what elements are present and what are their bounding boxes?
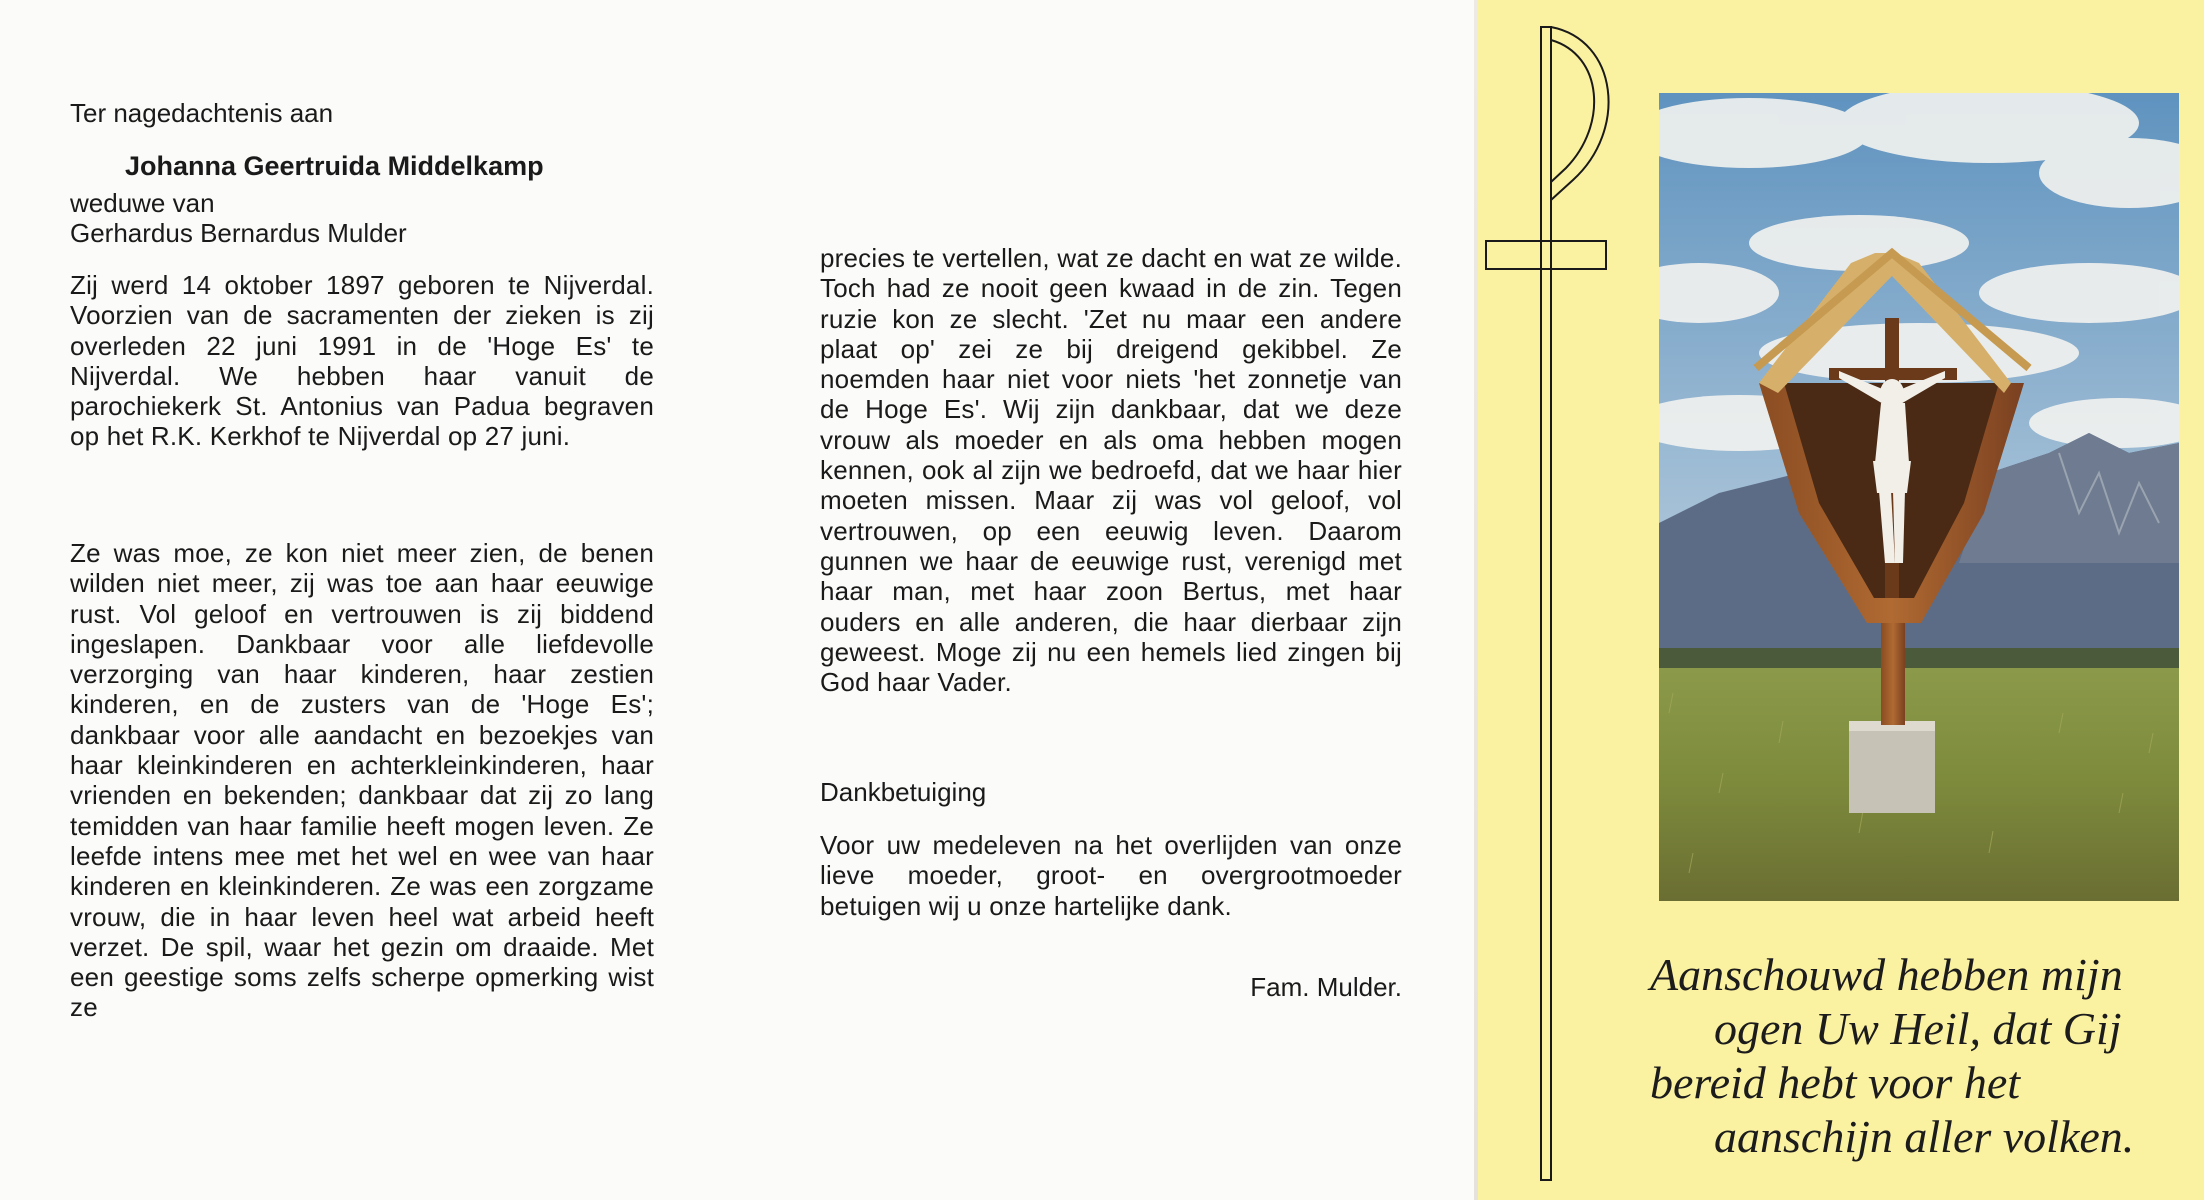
scripture-quote [1640, 948, 2200, 1164]
life-paragraph: Ze was moe, ze kon niet meer zien, de benen wilden niet meer, zij was toe aan haar eeuwige rust. Vol geloof en vertrouwen is zij biddend ingeslapen. Dankbaar voor alle liefdevolle verzorging van haar kinderen, haar zestien kinderen, en de zusters van de 'Hoge Es'; dankbaar voor alle aandacht en bezoekjes van haar kleinkinderen en achterkleinkinderen, haar vrienden en bekenden; dankbaar dat zij zo lang temidden van haar familie heeft mogen leven. Ze leefde intens mee met het wel en wee van haar kinderen en kleinkinderen. Ze was een zorgzame vrouw, die in haar leven heel wat arbeid heeft verzet. De spil, waar het gezin om draaide. Met een geestige soms zelfs scherpe opmerking wist ze [70, 538, 654, 1023]
wayside-crucifix-photo [1659, 93, 2179, 901]
quote-line: ogen Uw Heil, dat Gij [1714, 1003, 2122, 1054]
chi-rho-cross-icon [1478, 0, 1638, 1200]
quote-line: aanschijn aller volken. [1714, 1111, 2135, 1162]
birth-death-paragraph: Zij werd 14 oktober 1897 geboren te Nijverdal. Voorzien van de sacramenten der zieken is zij overleden 22 juni 1991 in de 'Hoge Es' te Nijverdal. We hebben haar vanuit de parochiekerk St. Antonius van Padua begraven op het R.K. Kerkhof te Nijverdal op 27 juni. [70, 270, 654, 452]
quote-line: bereid hebt voor het [1650, 1057, 2021, 1108]
continued-paragraph: precies te vertellen, wat ze dacht en wat ze wilde. Toch had ze nooit geen kwaad in de zin. Tegen ruzie kon ze slecht. 'Zet nu maar een andere plaat op' zei ze bij dreigend gekibbel. Ze noemden haar niet voor niets 'het zonnetje van de Hoge Es'. Wij zijn dankbaar, dat we deze vrouw als moeder en als oma hebben mogen kennen, ook al zijn we bedroefd, dat we haar hier moeten missen. Maar zij was vol geloof, vol vertrouwen, op een eeuwig leven. Daarom gunnen we haar de eeuwige rust, verenigd met haar man, met haar zoon Bertus, met haar ouders en alle anderen, die haar dierbaar zijn geweest. Moge zij nu een hemels lied zingen bij God haar Vader. [820, 243, 1402, 698]
deceased-name: Johanna Geertruida Middelkamp [125, 151, 544, 181]
spouse-name: Gerhardus Bernardus Mulder [70, 218, 407, 248]
widow-of-label: weduwe van [70, 188, 215, 218]
thanks-heading: Dankbetuiging [820, 777, 987, 807]
thanks-paragraph: Voor uw medeleven na het overlijden van onze lieve moeder, groot- en overgrootmoeder betuigen wij u onze hartelijke dank. [820, 830, 1402, 921]
signature: Fam. Mulder. [1250, 972, 1402, 1002]
intro-text: Ter nagedachtenis aan [70, 98, 334, 128]
quote-line: Aanschouwd hebben mijn [1650, 949, 2123, 1000]
